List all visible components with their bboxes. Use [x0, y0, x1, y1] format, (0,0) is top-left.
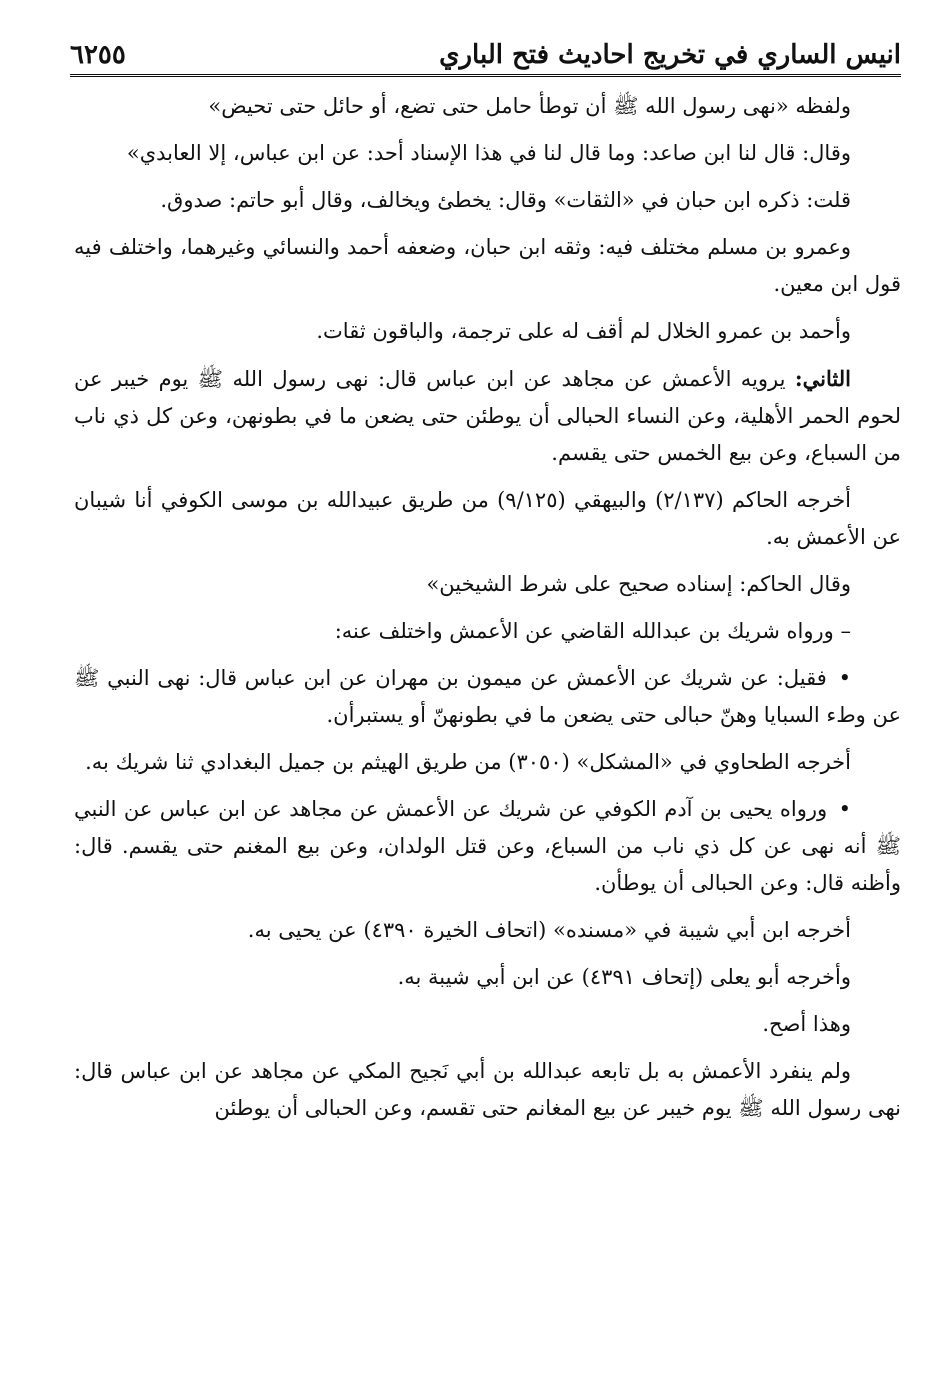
paragraph-yahya-ibn-adam: • ورواه يحيى بن آدم الكوفي عن شريك عن الأعمش عن مجاهد عن ابن عباس عن النبي ﷺ أنه نهى عن كل ذي ناب من السباع، وعن قتل الولدان، وعن بيع المغنم حتى يقسم. قال: وأظنه قال: وعن الحبالى أن يوطأن.: [74, 797, 901, 895]
paragraph-sharik: – ورواه شريك بن عبدالله القاضي عن الأعمش واختلف عنه:: [334, 619, 851, 643]
paragraph-ibn-abi-shayba: أخرجه ابن أبي شيبة في «مسنده» (اتحاف الخيرة ٤٣٩٠) عن يحيى به.: [247, 918, 851, 942]
paragraph-ibn-saed: وقال: قال لنا ابن صاعد: وما قال لنا في هذا الإسناد أحد: عن ابن عباس، إلا العابدي»: [126, 141, 851, 165]
paragraph-abu-yala: وأخرجه أبو يعلى (إتحاف ٤٣٩١) عن ابن أبي شيبة به.: [397, 965, 851, 989]
header-rule: [70, 74, 901, 77]
paragraph-hakim-grading: وقال الحاكم: إسناده صحيح على شرط الشيخين»: [426, 572, 851, 596]
running-header: [70, 28, 901, 70]
paragraph-amr-ibn-muslim: وعمرو بن مسلم مختلف فيه: وثقه ابن حبان، وضعفه أحمد والنسائي وغيرهما، واختلف فيه قول ابن معين.: [74, 235, 901, 296]
paragraph-ahmad-khallal: وأحمد بن عمرو الخلال لم أقف له على ترجمة، والباقون ثقات.: [316, 319, 851, 343]
bullet-mark: •: [838, 797, 851, 821]
paragraph-lafzuhu: ولفظه «نهى رسول الله ﷺ أن توطأ حامل حتى تضع، أو حائل حتى تحيض»: [208, 94, 851, 118]
page-body: [74, 88, 901, 1137]
paragraph-tahawi: أخرجه الطحاوي في «المشكل» (٣٠٥٠) من طريق الهيثم بن جميل البغدادي ثنا شريك به.: [85, 750, 851, 774]
running-title: انيس الساري في تخريج احاديث فتح الباري: [439, 40, 901, 70]
page-number: ٦٢٥٥: [70, 40, 126, 70]
paragraph-qultu: قلت: ذكره ابن حبان في «الثقات» وقال: يخطئ ويخالف، وقال أبو حاتم: صدوق.: [160, 188, 851, 212]
paragraph-asahh: وهذا أصح.: [762, 1012, 851, 1036]
paragraph-hakim-bayhaqi: أخرجه الحاكم (٢/١٣٧) والبيهقي (٩/١٢٥) من طريق عبيدالله بن موسى الكوفي أنا شيبان عن الأعمش به.: [74, 488, 901, 549]
bullet-mark: •: [838, 666, 851, 690]
paragraph-faqil: • فقيل: عن شريك عن الأعمش عن ميمون بن مهران عن ابن عباس قال: نهى النبي ﷺ عن وطء السبايا وهنّ حبالى حتى يضعن ما في بطونهنّ أو يستبرأن.: [74, 666, 901, 727]
lead-word: الثاني:: [794, 366, 851, 391]
paragraph-mutaba: ولم ينفرد الأعمش به بل تابعه عبدالله بن أبي نَجيح المكي عن مجاهد عن ابن عباس قال: نهى رسول الله ﷺ يوم خيبر عن بيع المغانم حتى تقسم، وعن الحبالى أن يوطئن: [74, 1059, 901, 1120]
paragraph-second-narration: الثاني: يرويه الأعمش عن مجاهد عن ابن عباس قال: نهى رسول الله ﷺ يوم خيبر عن لحوم الحمر الأهلية، وعن النساء الحبالى أن يوطئن حتى يضعن ما في بطونهن، وعن كل ذي ناب من السباع، وعن بيع الخمس حتى يقسم.: [74, 366, 901, 465]
